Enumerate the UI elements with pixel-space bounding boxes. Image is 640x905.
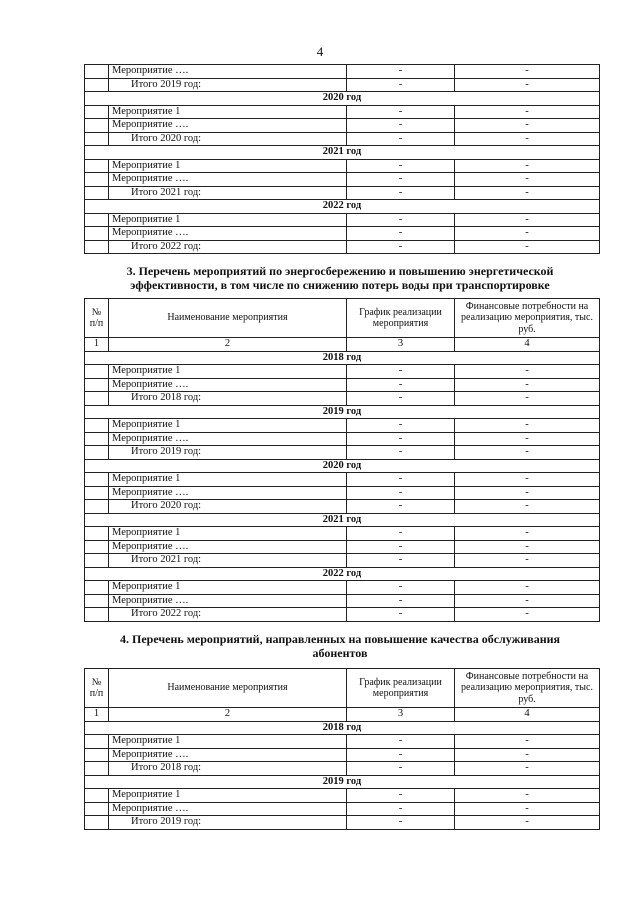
activity-name: Мероприятие 1 [109, 735, 347, 749]
row-number-cell [85, 581, 109, 595]
row-number-cell [85, 608, 109, 622]
header-name: Наименование мероприятия [109, 299, 347, 338]
activity-name: Мероприятие 1 [109, 527, 347, 541]
year-label: 2018 год [85, 351, 600, 365]
total-label: Итого 2019 год: [109, 446, 347, 460]
finance-cell: - [455, 159, 600, 173]
schedule-cell: - [347, 419, 455, 433]
schedule-cell: - [347, 365, 455, 379]
schedule-cell: - [347, 748, 455, 762]
finance-cell: - [455, 119, 600, 133]
row-number-cell [85, 186, 109, 200]
finance-cell: - [455, 105, 600, 119]
total-label: Итого 2021 год: [109, 186, 347, 200]
activity-name: Мероприятие …. [109, 432, 347, 446]
activity-name: Мероприятие …. [109, 119, 347, 133]
row-number-cell [85, 159, 109, 173]
activity-name: Мероприятие …. [109, 65, 347, 79]
total-label: Итого 2019 год: [109, 78, 347, 92]
col-number-4: 4 [455, 708, 600, 722]
schedule-cell: - [347, 159, 455, 173]
section4-title-line2: абонентов [312, 646, 368, 660]
schedule-cell: - [347, 540, 455, 554]
total-label: Итого 2022 год: [109, 240, 347, 254]
section4-table-body [85, 721, 600, 829]
activity-name: Мероприятие …. [109, 378, 347, 392]
table-row [85, 65, 600, 79]
total-row [85, 78, 600, 92]
schedule-cell: - [347, 240, 455, 254]
row-number-cell [85, 802, 109, 816]
activity-name: Мероприятие …. [109, 227, 347, 241]
schedule-cell: - [347, 378, 455, 392]
row-number-cell [85, 816, 109, 830]
schedule-cell: - [347, 554, 455, 568]
row-number-cell [85, 486, 109, 500]
col-number-4: 4 [455, 338, 600, 352]
table-row [85, 540, 600, 554]
table-row [85, 473, 600, 487]
table-row [85, 594, 600, 608]
total-row [85, 446, 600, 460]
finance-cell: - [455, 500, 600, 514]
year-row [85, 459, 600, 473]
total-row [85, 500, 600, 514]
finance-cell: - [455, 432, 600, 446]
section4-column-numbers [85, 708, 600, 722]
row-number-cell [85, 432, 109, 446]
row-number-cell [85, 594, 109, 608]
year-row [85, 146, 600, 160]
schedule-cell: - [347, 500, 455, 514]
activity-name: Мероприятие …. [109, 748, 347, 762]
row-number-cell [85, 105, 109, 119]
activity-name: Мероприятие …. [109, 802, 347, 816]
table-row [85, 119, 600, 133]
year-row [85, 513, 600, 527]
finance-cell: - [455, 486, 600, 500]
activity-name: Мероприятие …. [109, 486, 347, 500]
section4-header-row [85, 669, 600, 708]
header-num: № п/п [85, 299, 109, 338]
row-number-cell [85, 119, 109, 133]
activity-name: Мероприятие 1 [109, 105, 347, 119]
section3-table-body [85, 351, 600, 621]
total-row [85, 392, 600, 406]
total-label: Итого 2020 год: [109, 500, 347, 514]
year-row [85, 200, 600, 214]
year-label: 2020 год [85, 459, 600, 473]
total-label: Итого 2018 год: [109, 762, 347, 776]
finance-cell: - [455, 816, 600, 830]
table-row [85, 581, 600, 595]
row-number-cell [85, 748, 109, 762]
row-number-cell [85, 378, 109, 392]
total-label: Итого 2018 год: [109, 392, 347, 406]
table-row [85, 213, 600, 227]
year-label: 2022 год [85, 200, 600, 214]
section3-title-line1: 3. Перечень мероприятий по энергосбережению и повышению энергетической [126, 264, 554, 278]
finance-cell: - [455, 227, 600, 241]
year-label: 2021 год [85, 513, 600, 527]
finance-cell: - [455, 132, 600, 146]
schedule-cell: - [347, 392, 455, 406]
schedule-cell: - [347, 527, 455, 541]
header-schedule: График реализации мероприятия [347, 299, 455, 338]
activity-name: Мероприятие …. [109, 540, 347, 554]
finance-cell: - [455, 365, 600, 379]
total-row [85, 816, 600, 830]
schedule-cell: - [347, 78, 455, 92]
table-row [85, 378, 600, 392]
section3-title [90, 264, 590, 292]
year-row [85, 405, 600, 419]
schedule-cell: - [347, 432, 455, 446]
page-number: 4 [316, 44, 324, 59]
year-row [85, 92, 600, 106]
total-row [85, 240, 600, 254]
row-number-cell [85, 500, 109, 514]
row-number-cell [85, 65, 109, 79]
table-row [85, 486, 600, 500]
finance-cell: - [455, 789, 600, 803]
schedule-cell: - [347, 186, 455, 200]
row-number-cell [85, 762, 109, 776]
schedule-cell: - [347, 735, 455, 749]
finance-cell: - [455, 186, 600, 200]
schedule-cell: - [347, 65, 455, 79]
finance-cell: - [455, 608, 600, 622]
activity-name: Мероприятие 1 [109, 213, 347, 227]
finance-cell: - [455, 762, 600, 776]
section3-table [84, 298, 600, 622]
finance-cell: - [455, 392, 600, 406]
row-number-cell [85, 213, 109, 227]
section3-column-numbers [85, 338, 600, 352]
row-number-cell [85, 473, 109, 487]
table-row [85, 432, 600, 446]
row-number-cell [85, 173, 109, 187]
row-number-cell [85, 540, 109, 554]
year-label: 2018 год [85, 721, 600, 735]
col-number-3: 3 [347, 708, 455, 722]
row-number-cell [85, 392, 109, 406]
total-label: Итого 2021 год: [109, 554, 347, 568]
year-label: 2021 год [85, 146, 600, 160]
schedule-cell: - [347, 105, 455, 119]
section4-table [84, 668, 600, 830]
header-finance: Финансовые потребности на реализацию мероприятия, тыс. руб. [455, 669, 600, 708]
schedule-cell: - [347, 173, 455, 187]
table-row [85, 748, 600, 762]
finance-cell: - [455, 802, 600, 816]
year-row [85, 775, 600, 789]
finance-cell: - [455, 65, 600, 79]
schedule-cell: - [347, 762, 455, 776]
year-label: 2019 год [85, 405, 600, 419]
activity-name: Мероприятие 1 [109, 789, 347, 803]
year-label: 2020 год [85, 92, 600, 106]
total-row [85, 186, 600, 200]
top-table-body [85, 65, 600, 254]
finance-cell: - [455, 419, 600, 433]
finance-cell: - [455, 78, 600, 92]
row-number-cell [85, 419, 109, 433]
section4-title-line1: 4. Перечень мероприятий, направленных на повышение качества обслуживания [119, 632, 561, 646]
schedule-cell: - [347, 227, 455, 241]
col-number-3: 3 [347, 338, 455, 352]
section3-header-row [85, 299, 600, 338]
year-label: 2022 год [85, 567, 600, 581]
finance-cell: - [455, 527, 600, 541]
row-number-cell [85, 446, 109, 460]
finance-cell: - [455, 540, 600, 554]
section3-title-line2: эффективности, в том числе по снижению потерь воды при транспортировке [130, 278, 550, 292]
schedule-cell: - [347, 802, 455, 816]
table-row [85, 735, 600, 749]
finance-cell: - [455, 581, 600, 595]
col-number-2: 2 [109, 708, 347, 722]
col-number-2: 2 [109, 338, 347, 352]
finance-cell: - [455, 213, 600, 227]
schedule-cell: - [347, 608, 455, 622]
table-row [85, 365, 600, 379]
activity-name: Мероприятие …. [109, 173, 347, 187]
table-row [85, 419, 600, 433]
table-row [85, 227, 600, 241]
section4-title [90, 632, 590, 660]
header-schedule: График реализации мероприятия [347, 669, 455, 708]
schedule-cell: - [347, 213, 455, 227]
activity-name: Мероприятие 1 [109, 581, 347, 595]
top-table [84, 64, 600, 254]
row-number-cell [85, 527, 109, 541]
table-row [85, 105, 600, 119]
row-number-cell [85, 227, 109, 241]
total-label: Итого 2022 год: [109, 608, 347, 622]
finance-cell: - [455, 748, 600, 762]
schedule-cell: - [347, 581, 455, 595]
total-row [85, 608, 600, 622]
schedule-cell: - [347, 446, 455, 460]
row-number-cell [85, 78, 109, 92]
activity-name: Мероприятие 1 [109, 365, 347, 379]
row-number-cell [85, 554, 109, 568]
activity-name: Мероприятие …. [109, 594, 347, 608]
schedule-cell: - [347, 594, 455, 608]
schedule-cell: - [347, 486, 455, 500]
table-row [85, 159, 600, 173]
total-label: Итого 2019 год: [109, 816, 347, 830]
total-row [85, 762, 600, 776]
schedule-cell: - [347, 789, 455, 803]
finance-cell: - [455, 554, 600, 568]
table-row [85, 527, 600, 541]
finance-cell: - [455, 594, 600, 608]
col-number-1: 1 [85, 338, 109, 352]
year-row [85, 567, 600, 581]
header-finance: Финансовые потребности на реализацию мероприятия, тыс. руб. [455, 299, 600, 338]
table-row [85, 173, 600, 187]
activity-name: Мероприятие 1 [109, 419, 347, 433]
col-number-1: 1 [85, 708, 109, 722]
total-label: Итого 2020 год: [109, 132, 347, 146]
header-num: № п/п [85, 669, 109, 708]
finance-cell: - [455, 173, 600, 187]
finance-cell: - [455, 446, 600, 460]
row-number-cell [85, 240, 109, 254]
activity-name: Мероприятие 1 [109, 159, 347, 173]
row-number-cell [85, 365, 109, 379]
total-row [85, 132, 600, 146]
finance-cell: - [455, 240, 600, 254]
activity-name: Мероприятие 1 [109, 473, 347, 487]
schedule-cell: - [347, 132, 455, 146]
year-row [85, 351, 600, 365]
finance-cell: - [455, 473, 600, 487]
row-number-cell [85, 789, 109, 803]
finance-cell: - [455, 378, 600, 392]
schedule-cell: - [347, 473, 455, 487]
row-number-cell [85, 132, 109, 146]
finance-cell: - [455, 735, 600, 749]
row-number-cell [85, 735, 109, 749]
total-row [85, 554, 600, 568]
year-row [85, 721, 600, 735]
table-row [85, 789, 600, 803]
schedule-cell: - [347, 816, 455, 830]
header-name: Наименование мероприятия [109, 669, 347, 708]
schedule-cell: - [347, 119, 455, 133]
table-row [85, 802, 600, 816]
year-label: 2019 год [85, 775, 600, 789]
